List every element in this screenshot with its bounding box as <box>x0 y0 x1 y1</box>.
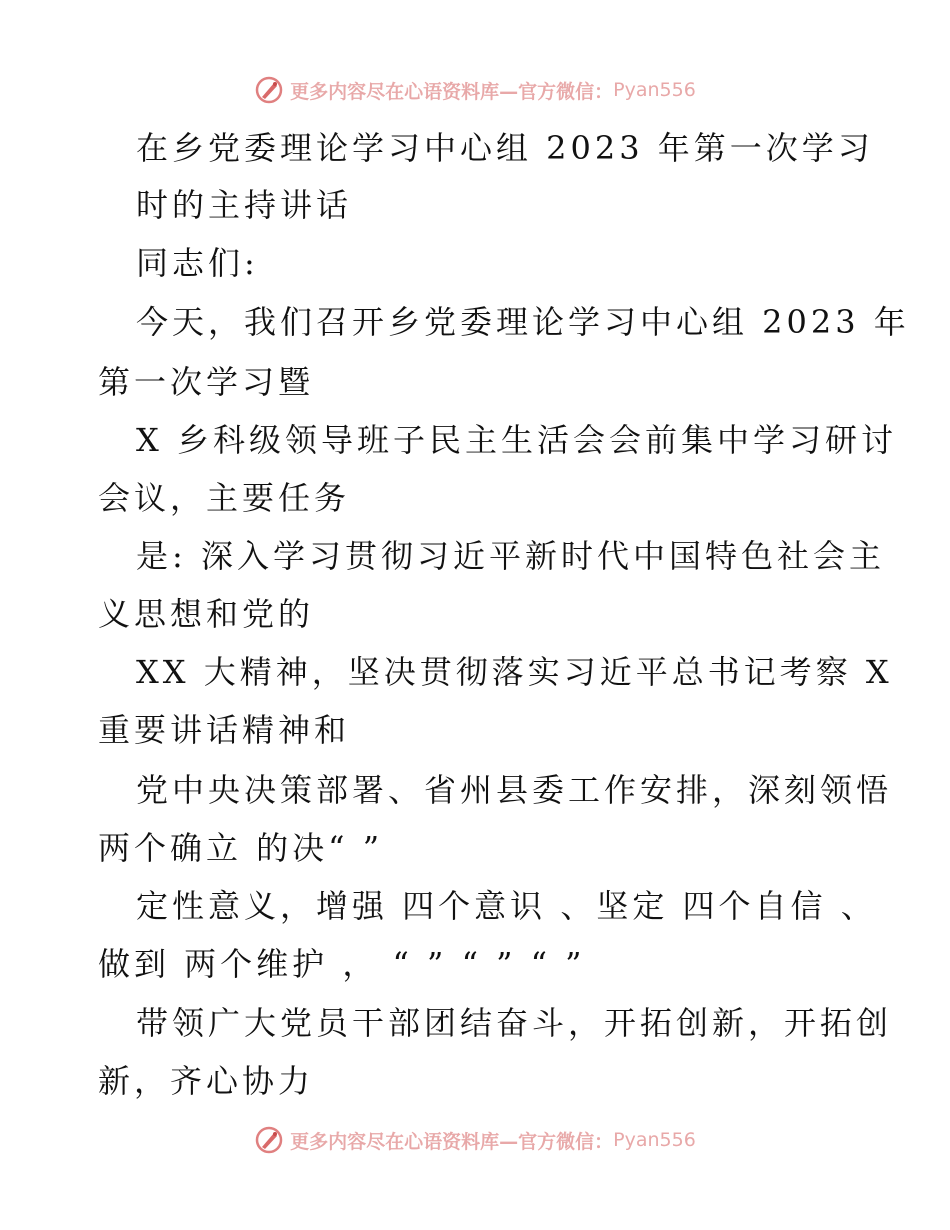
watermark-text: 更多内容尽在心语资料库—官方微信： <box>290 1130 614 1153</box>
text-line: 义思想和党的 <box>98 595 315 633</box>
watermark-text: 更多内容尽在心语资料库—官方微信： <box>290 80 614 103</box>
text-line: 第一次学习暨 <box>98 363 315 401</box>
text-line: 重要讲话精神和 <box>98 711 351 749</box>
text-line: 新，齐心协力 <box>98 1062 315 1100</box>
text-line: 定性意义，增强 四个意识 、坚定 四个自信 、 <box>136 887 877 925</box>
text-line: 党中央决策部署、省州县委工作安排，深刻领悟 <box>136 771 893 809</box>
watermark-contact: Pyan556 <box>613 1129 696 1151</box>
text-line: 带领广大党员干部团结奋斗，开拓创新，开拓创 <box>136 1004 893 1042</box>
salutation: 同志们: <box>136 244 259 282</box>
watermark-footer <box>0 1120 950 1160</box>
text-line: XX 大精神，坚决贯彻落实习近平总书记考察 X <box>136 653 893 691</box>
text-line: 今天，我们召开乡党委理论学习中心组 2023 年 <box>136 303 910 341</box>
pen-logo-icon <box>254 1125 284 1155</box>
watermark-contact: Pyan556 <box>613 79 696 101</box>
title-line-1: 在乡党委理论学习中心组 2023 年第一次学习 <box>136 129 874 167</box>
watermark-header <box>0 70 950 110</box>
text-line: 会议，主要任务 <box>98 479 351 517</box>
text-line: 做到 两个维护 ， “ ” “ ” “ ” <box>98 945 586 983</box>
pen-logo-icon <box>254 75 284 105</box>
text-line: 两个确立 的决“ ” <box>98 829 384 867</box>
text-line: 是: 深入学习贯彻习近平新时代中国特色社会主 <box>136 537 885 575</box>
text-line: X 乡科级领导班子民主生活会会前集中学习研讨 <box>136 421 897 459</box>
title-line-2: 时的主持讲话 <box>136 186 353 224</box>
